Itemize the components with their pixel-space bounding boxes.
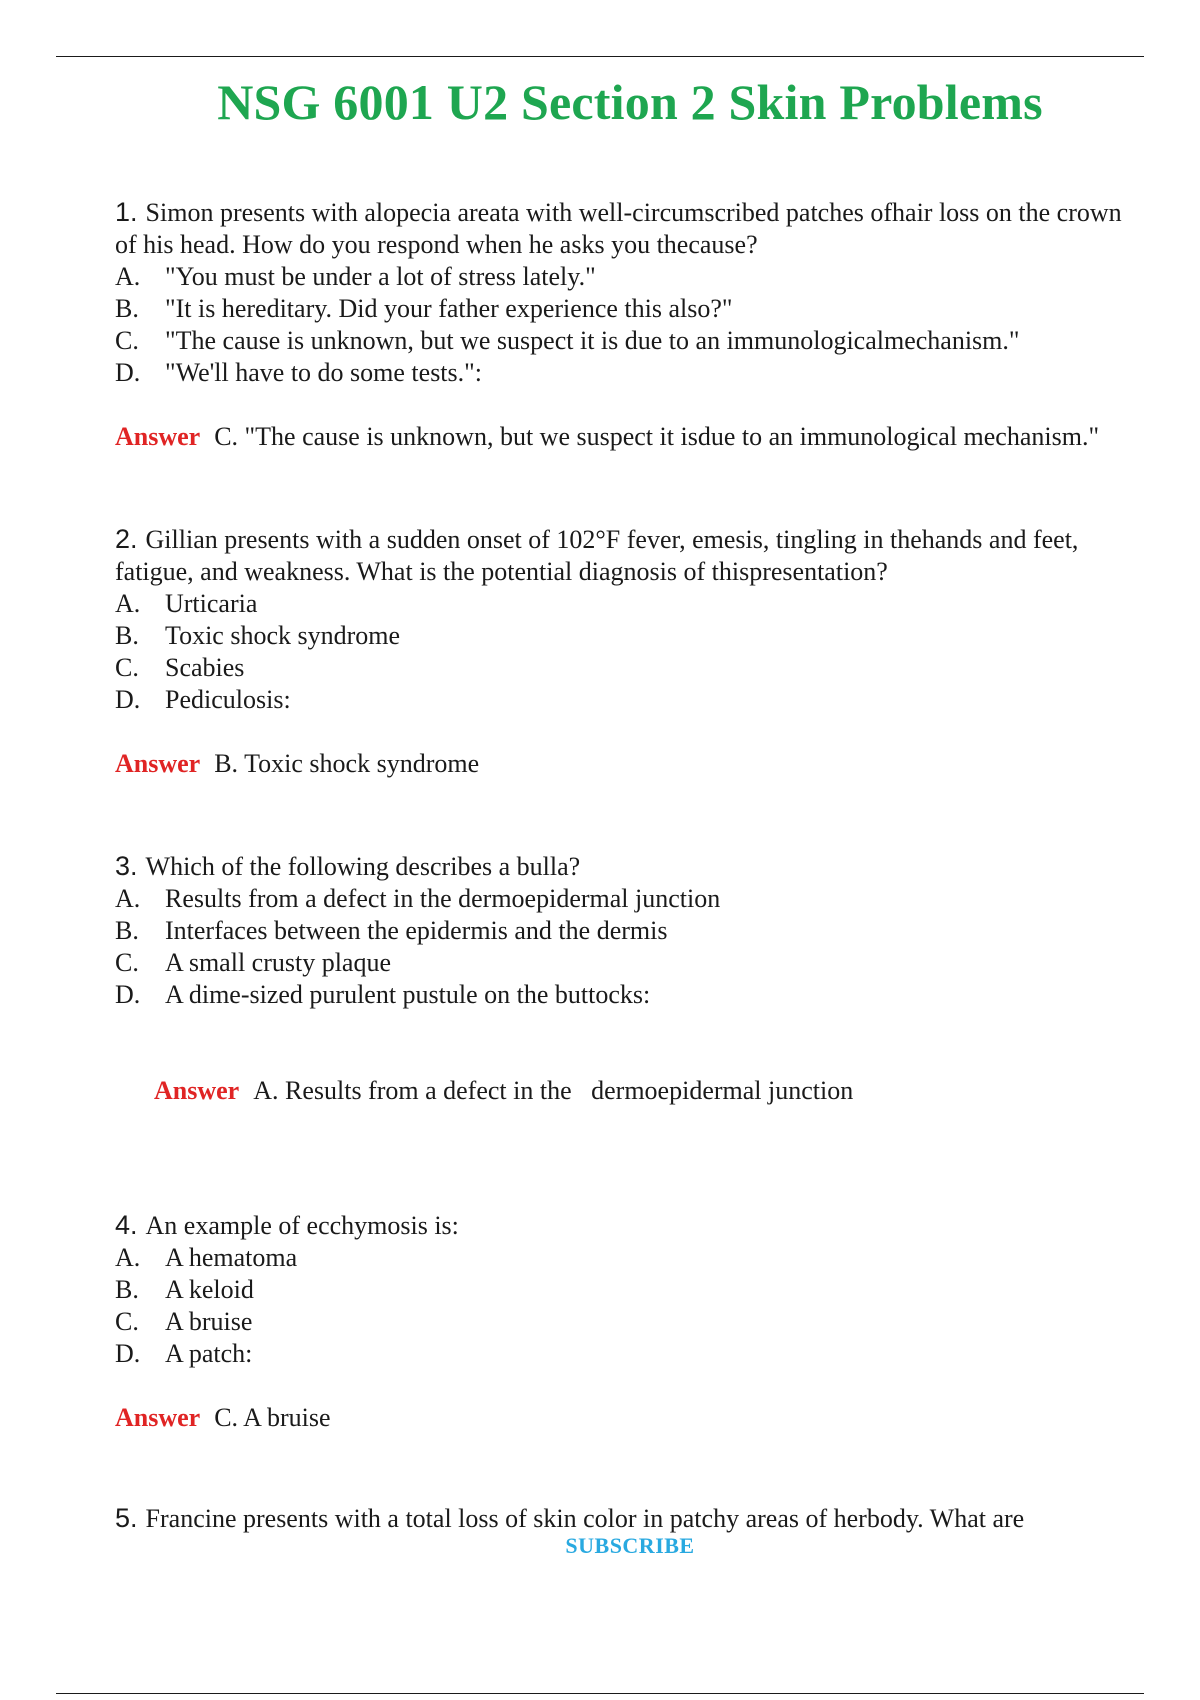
question-text: An example of ecchymosis is: bbox=[145, 1211, 459, 1240]
option-b bbox=[115, 620, 1135, 652]
question-1 bbox=[115, 196, 1135, 453]
answer-line bbox=[115, 1402, 1135, 1434]
option-b bbox=[115, 1274, 1135, 1306]
option-letter: A. bbox=[115, 589, 141, 618]
option-letter: D. bbox=[115, 980, 141, 1009]
answer-label: Answer bbox=[115, 1403, 201, 1432]
option-a bbox=[115, 883, 1135, 915]
spacer bbox=[115, 1139, 1135, 1209]
answer-text: A. Results from a defect in the dermoepidermal junction bbox=[253, 1076, 854, 1105]
option-letter: A. bbox=[115, 1243, 141, 1272]
option-text: Interfaces between the epidermis and the dermis bbox=[165, 916, 668, 945]
option-text: Pediculosis: bbox=[165, 685, 291, 714]
option-letter: A. bbox=[115, 262, 141, 291]
answer-label: Answer bbox=[115, 749, 201, 778]
question-number: 3. bbox=[115, 851, 138, 881]
document-title: NSG 6001 U2 Section 2 Skin Problems bbox=[217, 74, 1043, 130]
question-number: 1. bbox=[115, 197, 138, 227]
question-text: Simon presents with alopecia areata with well-circumscribed patches ofhair loss on the crown of his head. How do you respond when he asks you thecause? bbox=[115, 198, 1122, 259]
answer-line bbox=[115, 1043, 1135, 1139]
question-number: 2. bbox=[115, 524, 138, 554]
option-text: A keloid bbox=[165, 1275, 254, 1304]
option-text: Scabies bbox=[165, 653, 245, 682]
option-text: A hematoma bbox=[165, 1243, 298, 1272]
option-letter: C. bbox=[115, 653, 139, 682]
answer-text: C. A bruise bbox=[214, 1403, 331, 1432]
question-text: Which of the following describes a bulla? bbox=[145, 852, 581, 881]
option-text: A bruise bbox=[165, 1307, 253, 1336]
option-text: "It is hereditary. Did your father experience this also?" bbox=[165, 294, 733, 323]
option-text: "We'll have to do some tests.": bbox=[165, 358, 482, 387]
option-letter: B. bbox=[115, 621, 139, 650]
option-list bbox=[115, 261, 1135, 389]
bottom-rule bbox=[56, 1693, 1144, 1694]
option-d bbox=[115, 684, 1135, 716]
option-letter: B. bbox=[115, 1275, 139, 1304]
question-stem bbox=[115, 196, 1135, 261]
option-text: "The cause is unknown, but we suspect it is due to an immunologicalmechanism." bbox=[165, 326, 1020, 355]
option-letter: B. bbox=[115, 916, 139, 945]
option-text: Urticaria bbox=[165, 589, 258, 618]
option-text: A dime-sized purulent pustule on the buttocks: bbox=[165, 980, 651, 1009]
option-text: A small crusty plaque bbox=[165, 948, 392, 977]
question-number: 5. bbox=[115, 1503, 138, 1533]
option-letter: D. bbox=[115, 358, 141, 387]
option-text: Results from a defect in the dermoepidermal junction bbox=[165, 884, 721, 913]
option-letter: D. bbox=[115, 1339, 141, 1368]
option-c bbox=[115, 652, 1135, 684]
option-list bbox=[115, 1242, 1135, 1370]
option-text: A patch: bbox=[165, 1339, 253, 1368]
question-4 bbox=[115, 1209, 1135, 1434]
option-d bbox=[115, 979, 1135, 1011]
option-c bbox=[115, 325, 1135, 357]
question-stem bbox=[115, 1209, 1135, 1242]
option-a bbox=[115, 1242, 1135, 1274]
question-stem bbox=[115, 850, 1135, 883]
top-rule bbox=[56, 56, 1144, 57]
question-text: Gillian presents with a sudden onset of 102°F fever, emesis, tingling in thehands and feet, fatigue, and weakness. What is the potential diagnosis of thispresentation? bbox=[115, 525, 1079, 586]
subscribe-link[interactable]: SUBSCRIBE bbox=[565, 1533, 695, 1558]
answer-label: Answer bbox=[154, 1076, 240, 1105]
answer-line bbox=[115, 421, 1135, 453]
question-text: Francine presents with a total loss of skin color in patchy areas of herbody. What are bbox=[145, 1504, 1025, 1533]
question-stem bbox=[115, 1502, 1135, 1535]
question-2 bbox=[115, 523, 1135, 780]
option-letter: C. bbox=[115, 326, 139, 355]
option-c bbox=[115, 947, 1135, 979]
question-3 bbox=[115, 850, 1135, 1139]
option-letter: C. bbox=[115, 1307, 139, 1336]
option-d bbox=[115, 1338, 1135, 1370]
question-number: 4. bbox=[115, 1210, 138, 1240]
option-letter: D. bbox=[115, 685, 141, 714]
option-text: "You must be under a lot of stress lately." bbox=[165, 262, 596, 291]
answer-label: Answer bbox=[115, 422, 201, 451]
option-text: Toxic shock syndrome bbox=[165, 621, 401, 650]
option-letter: C. bbox=[115, 948, 139, 977]
option-list bbox=[115, 883, 1135, 1011]
spacer bbox=[115, 1434, 1135, 1502]
answer-line bbox=[115, 748, 1135, 780]
option-b bbox=[115, 293, 1135, 325]
spacer bbox=[115, 453, 1135, 523]
question-list bbox=[115, 196, 1135, 1535]
spacer bbox=[115, 780, 1135, 850]
option-d bbox=[115, 357, 1135, 389]
option-list bbox=[115, 588, 1135, 716]
option-a bbox=[115, 588, 1135, 620]
option-b bbox=[115, 915, 1135, 947]
option-a bbox=[115, 261, 1135, 293]
option-letter: B. bbox=[115, 294, 139, 323]
option-c bbox=[115, 1306, 1135, 1338]
option-letter: A. bbox=[115, 884, 141, 913]
question-5 bbox=[115, 1502, 1135, 1535]
answer-text: B. Toxic shock syndrome bbox=[214, 749, 480, 778]
question-stem bbox=[115, 523, 1135, 588]
answer-text: C. "The cause is unknown, but we suspect it isdue to an immunological mechanism." bbox=[214, 422, 1100, 451]
